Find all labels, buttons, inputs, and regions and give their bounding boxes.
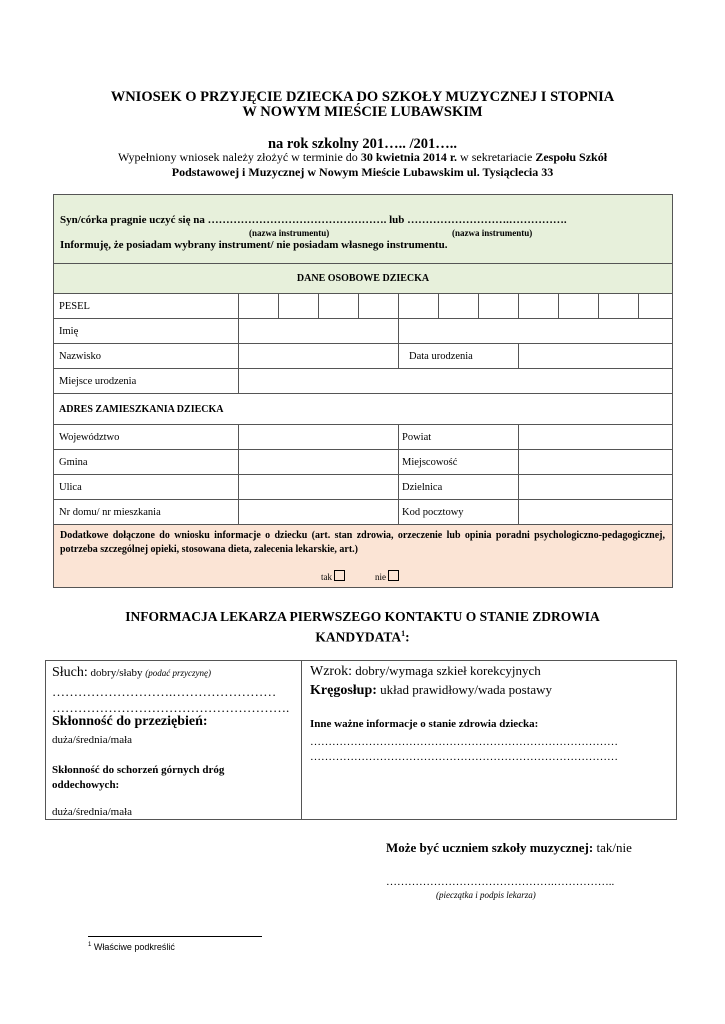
- footnote-ref: 1: [401, 629, 406, 638]
- instrument-hint-2: (nazwa instrumentu): [452, 228, 533, 238]
- birth-place-field[interactable]: [239, 369, 673, 394]
- infection-label: Skłonność do przeziębień:: [52, 714, 208, 729]
- vision-options[interactable]: dobry/wymaga szkieł korekcyjnych: [351, 663, 541, 678]
- instructions-text-2: w sekretariacie: [457, 150, 536, 164]
- instrument-choice-line[interactable]: Syn/córka pragnie uczyć się na …………………………………………. lub ……………………….…………….: [60, 214, 567, 226]
- town-label: Miejscowość: [399, 450, 519, 475]
- form-title-line2: W NOWYM MIEŚCIE LUBAWSKIM: [242, 104, 483, 120]
- other-info-label: Inne ważne informacje o stanie zdrowia dziecka:: [310, 718, 539, 730]
- instructions-line2: Podstawowej i Muzycznej w Nowym Mieście Lubawskim ul. Tysiąclecia 33: [171, 165, 554, 179]
- voivodeship-field[interactable]: [239, 425, 399, 450]
- pesel-digit-7[interactable]: [479, 294, 519, 319]
- birth-date-field[interactable]: [519, 344, 673, 369]
- additional-info-section: [54, 525, 673, 588]
- footnote-separator: [88, 936, 262, 937]
- health-title-word: KANDYDATA: [315, 629, 402, 645]
- street-field[interactable]: [239, 475, 399, 500]
- other-info-dots-1[interactable]: …………………………………………………………………………: [310, 736, 618, 748]
- commune-label: Gmina: [54, 450, 239, 475]
- personal-data-header: DANE OSOBOWE DZIECKA: [54, 264, 673, 294]
- instrument-ownership[interactable]: Informuję, że posiadam wybrany instrument/ nie posiadam własnego instrumentu.: [60, 239, 448, 251]
- birth-place-label: Miejsce urodzenia: [54, 369, 239, 394]
- health-title-colon: :: [405, 629, 410, 645]
- additional-info-text: Dodatkowe dołączone do wniosku informacje o dziecku (art. stan zdrowia, orzeczenie lub opinia poradni psychologiczno-pedagogicznej, potrzeba szczególnej opieki, stosowana dieta, zalecenia lekarskie, art.): [60, 530, 665, 555]
- form-title-line1: WNIOSEK O PRZYJĘCIE DZIECKA DO SZKOŁY MUZYCZNEJ I STOPNIA: [110, 89, 615, 105]
- infection-options[interactable]: duża/średnia/mała: [52, 734, 133, 746]
- first-name-field[interactable]: [239, 319, 399, 344]
- birth-date-label: Data urodzenia: [399, 344, 519, 369]
- decision-options[interactable]: tak/nie: [593, 840, 632, 855]
- hearing-dots-1[interactable]: ……………………….……………………: [52, 684, 277, 699]
- no-label: nie: [375, 572, 386, 582]
- respiratory-label-3: oddechowych:: [52, 779, 120, 791]
- health-left-column: [46, 661, 302, 819]
- decision-label: Może być uczniem szkoły muzycznej:: [386, 840, 594, 855]
- instrument-hint-1: (nazwa instrumentu): [249, 228, 330, 238]
- hearing-hint: (podać przyczynę): [145, 668, 211, 678]
- deadline: 30 kwietnia 2014 r.: [360, 150, 458, 164]
- no-checkbox[interactable]: [388, 570, 399, 581]
- postal-code-label: Kod pocztowy: [399, 500, 519, 525]
- instructions-text: Wypełniony wniosek należy złożyć w terminie do: [117, 150, 361, 164]
- health-right-column: [302, 661, 676, 819]
- signature-hint: (pieczątka i podpis lekarza): [436, 890, 536, 900]
- first-name-field-2[interactable]: [399, 319, 673, 344]
- voivodeship-label: Województwo: [54, 425, 239, 450]
- school-year: na rok szkolny 201….. /201…..: [267, 136, 458, 152]
- postal-code-field[interactable]: [519, 500, 673, 525]
- county-field[interactable]: [519, 425, 673, 450]
- respiratory-label-1: Skłonność: [52, 764, 100, 776]
- school-name: Zespołu Szkół: [535, 150, 608, 164]
- footnote: [88, 942, 175, 952]
- instructions-line1: [0, 150, 725, 165]
- respiratory-options[interactable]: duża/średnia/mała: [52, 806, 133, 818]
- pesel-digit-11[interactable]: [639, 294, 673, 319]
- vision-label: Wzrok:: [310, 664, 352, 679]
- commune-field[interactable]: [239, 450, 399, 475]
- address-header: ADRES ZAMIESZKANIA DZIECKA: [54, 394, 673, 425]
- pesel-digit-9[interactable]: [559, 294, 599, 319]
- pesel-digit-2[interactable]: [279, 294, 319, 319]
- last-name-field[interactable]: [239, 344, 399, 369]
- yes-label: tak: [321, 572, 332, 582]
- respiratory-label-2: do schorzeń górnych dróg: [99, 764, 225, 776]
- pesel-digit-8[interactable]: [519, 294, 559, 319]
- signature-line[interactable]: ……………………………………….……………..: [386, 876, 615, 888]
- additional-yes-option[interactable]: [321, 570, 345, 582]
- town-field[interactable]: [519, 450, 673, 475]
- hearing-dots-2[interactable]: ……………………………………………….: [52, 700, 290, 715]
- house-number-label: Nr domu/ nr mieszkania: [54, 500, 239, 525]
- spine-row[interactable]: [310, 682, 552, 699]
- health-title-line2: [0, 625, 725, 646]
- house-number-field[interactable]: [239, 500, 399, 525]
- county-label: Powiat: [399, 425, 519, 450]
- health-info-box: [45, 660, 677, 820]
- hearing-options[interactable]: dobry/słaby: [87, 667, 146, 679]
- first-name-label: Imię: [54, 319, 239, 344]
- spine-options[interactable]: układ prawidłowy/wada postawy: [376, 682, 552, 697]
- hearing-row[interactable]: [52, 665, 211, 681]
- street-label: Ulica: [54, 475, 239, 500]
- pesel-digit-4[interactable]: [359, 294, 399, 319]
- application-form-table: [53, 194, 673, 588]
- pesel-digit-6[interactable]: [439, 294, 479, 319]
- other-info-dots-2[interactable]: …………………………………………………………………………: [310, 751, 618, 763]
- instrument-section: [54, 195, 673, 264]
- pesel-digit-3[interactable]: [319, 294, 359, 319]
- pesel-digit-1[interactable]: [239, 294, 279, 319]
- district-label: Dzielnica: [399, 475, 519, 500]
- health-title-line1: INFORMACJA LEKARZA PIERWSZEGO KONTAKTU O STANIE ZDROWIA: [125, 609, 600, 624]
- last-name-label: Nazwisko: [54, 344, 239, 369]
- respiratory-label: [52, 763, 292, 793]
- decision-row[interactable]: [386, 840, 632, 856]
- additional-no-option[interactable]: [375, 570, 399, 582]
- yes-checkbox[interactable]: [334, 570, 345, 581]
- pesel-digit-5[interactable]: [399, 294, 439, 319]
- vision-row[interactable]: [310, 663, 541, 680]
- district-field[interactable]: [519, 475, 673, 500]
- spine-label: Kręgosłup:: [310, 683, 377, 698]
- hearing-label: Słuch:: [52, 665, 88, 680]
- pesel-digit-10[interactable]: [599, 294, 639, 319]
- pesel-label: PESEL: [54, 294, 239, 319]
- footnote-mark: 1: [88, 942, 92, 948]
- footnote-text: Właściwe podkreślić: [91, 942, 175, 952]
